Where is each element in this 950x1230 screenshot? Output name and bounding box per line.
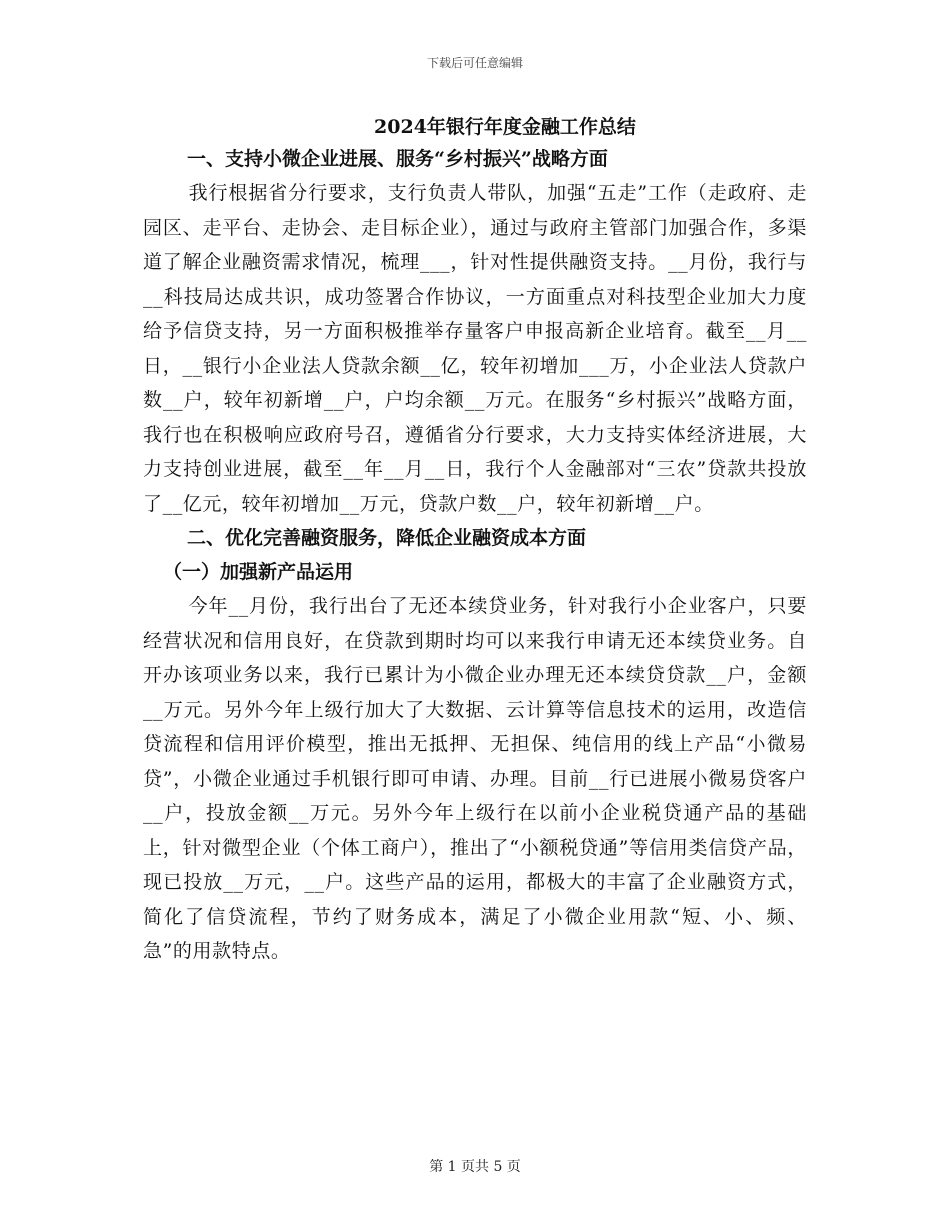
document-body: [143, 112, 807, 969]
section-2-paragraph: 今年__月份，我行出台了无还本续贷业务，针对我行小企业客户，只要经营状况和信用良好，在贷款到期时均可以来我行申请无还本续贷业务。自开办该项业务以来，我行已累计为小微企业办理无还本续贷贷款__户，金额__万元。另外今年上级行加大了大数据、云计算等信息技术的运用，改造信贷流程和信用评价模型，推出无抵押、无担保、纯信用的线上产品“小微易贷”，小微企业通过手机银行即可申请、办理。目前__行已进展小微易贷客户__户，投放金额__万元。另外今年上级行在以前小企业税贷通产品的基础上，针对微型企业（个体工商户），推出了“小额税贷通”等信用类信贷产品，现已投放__万元，__户。这些产品的运用，都极大的丰富了企业融资方式，简化了信贷流程，节约了财务成本，满足了小微企业用款“短、小、频、急”的用款特点。: [143, 595, 807, 962]
section-2-heading: 二、优化完善融资服务，降低企业融资成本方面: [187, 527, 587, 549]
header-note: 下载后可任意编辑: [426, 56, 523, 70]
section-1-paragraph: 我行根据省分行要求，支行负责人带队，加强“五走”工作（走政府、走园区、走平台、走协会、走目标企业），通过与政府主管部门加强合作，多渠道了解企业融资需求情况，梳理___，针对性提供融资支持。__月份，我行与__科技局达成共识，成功签署合作协议，一方面重点对科技型企业加大力度给予信贷支持，另一方面积极推举存量客户申报高新企业培育。截至__月__日，__银行小企业法人贷款余额__亿，较年初增加___万，小企业法人贷款户数__户，较年初新增__户，户均余额__万元。在服务“乡村振兴”战略方面，我行也在积极响应政府号召，遵循省分行要求，大力支持实体经济进展，大力支持创业进展，截至__年__月__日，我行个人金融部对“三农”贷款共投放了__亿元，较年初增加__万元，贷款户数__户，较年初新增__户。: [143, 182, 807, 515]
section-1-heading: 一、支持小微企业进展、服务“乡村振兴”战略方面: [187, 148, 608, 170]
page-number: 第 1 页共 5 页: [429, 1159, 521, 1175]
document-title: 2024年银行年度金融工作总结: [374, 116, 636, 138]
section-2-subheading: （一）加强新产品运用: [163, 561, 354, 583]
